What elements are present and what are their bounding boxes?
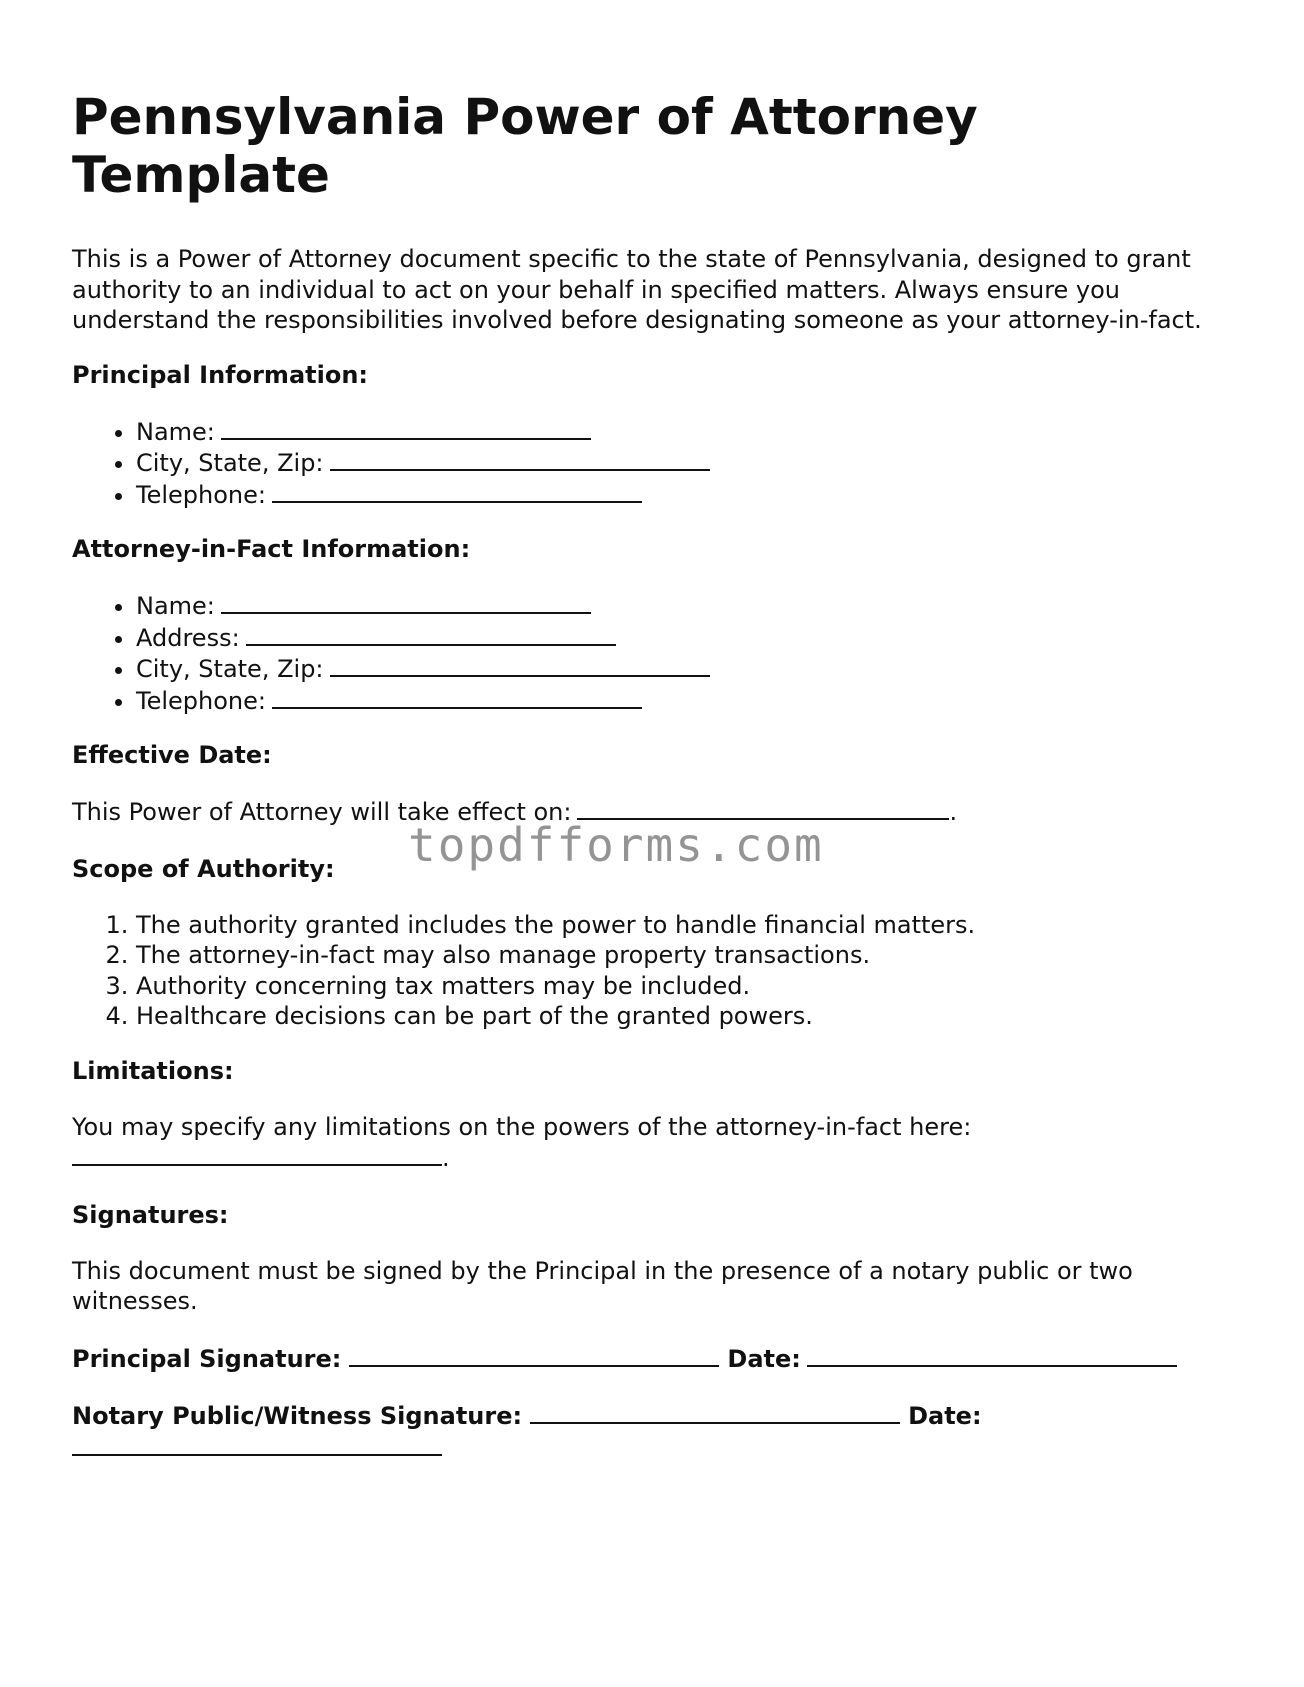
principal-telephone-blank[interactable]: [272, 479, 642, 503]
notary-signature-blank[interactable]: [530, 1400, 900, 1424]
watermark: topdfforms.com: [408, 818, 824, 872]
field-label: Name:: [136, 592, 215, 620]
field-label: City, State, Zip:: [136, 655, 324, 683]
attorney-name-item: [136, 590, 1232, 622]
principal-name-item: [136, 416, 1232, 448]
principal-signature-line: [72, 1343, 1232, 1375]
field-label: Telephone:: [136, 686, 266, 715]
attorney-telephone-item: [136, 685, 1232, 717]
notary-date-blank[interactable]: [72, 1432, 442, 1456]
effective-date-period: .: [949, 798, 958, 826]
attorney-city-item: [136, 653, 1232, 685]
principal-field-list: [72, 416, 1232, 511]
principal-heading: Principal Information:: [72, 360, 369, 389]
notary-date-label: Date:: [908, 1402, 982, 1430]
notary-signature-label: Notary Public/Witness Signature:: [72, 1402, 523, 1430]
attorney-heading: Attorney-in-Fact Information:: [72, 535, 471, 563]
attorney-telephone-blank[interactable]: [272, 685, 642, 709]
notary-signature-line: [72, 1400, 1232, 1463]
field-label: Name:: [136, 417, 215, 446]
principal-signature-label: Principal Signature:: [72, 1344, 342, 1373]
principal-name-blank[interactable]: [221, 416, 591, 440]
effective-date-line: [72, 796, 1232, 828]
limitations-blank[interactable]: [72, 1142, 442, 1166]
effective-date-text: This Power of Attorney will take effect on:: [72, 798, 572, 826]
effective-heading: Effective Date:: [72, 741, 272, 769]
scope-item: 3. Authority concerning tax matters may be included.: [136, 971, 1232, 1002]
attorney-address-blank[interactable]: [246, 622, 616, 646]
scope-item: 1. The authority granted includes the power to handle financial matters.: [136, 910, 1232, 941]
principal-telephone-item: [136, 479, 1232, 511]
attorney-field-list: [72, 590, 1232, 716]
document-page: [72, 88, 1232, 1489]
field-label: City, State, Zip:: [136, 449, 324, 477]
signatures-paragraph: This document must be signed by the Principal in the presence of a notary public or two witnesses.: [72, 1256, 1133, 1315]
intro-paragraph: This is a Power of Attorney document specific to the state of Pennsylvania, designed to grant authority to an individual to act on your behalf in specified matters. Always ensure you understand the responsibilities involved before designating someone as your attorney-in-fact.: [72, 245, 1202, 334]
limitations-paragraph: [72, 1112, 1232, 1174]
principal-date-label: Date:: [727, 1344, 801, 1373]
limitations-text: You may specify any limitations on the powers of the attorney-in-fact here:: [72, 1112, 972, 1141]
attorney-address-item: [136, 622, 1232, 654]
scope-list: [72, 910, 1232, 1032]
attorney-city-blank[interactable]: [330, 653, 710, 677]
page-title: Pennsylvania Power of Attorney Template: [72, 88, 978, 204]
effective-date-blank[interactable]: [577, 796, 949, 820]
principal-signature-blank[interactable]: [349, 1343, 719, 1367]
field-label: Telephone:: [136, 480, 266, 509]
scope-item: 2. The attorney-in-fact may also manage property transactions.: [136, 940, 1232, 971]
scope-heading: Scope of Authority:: [72, 854, 335, 883]
limitations-heading: Limitations:: [72, 1056, 234, 1085]
field-label: Address:: [136, 623, 240, 652]
scope-item: 4. Healthcare decisions can be part of the granted powers.: [136, 1001, 1232, 1032]
principal-city-blank[interactable]: [330, 447, 710, 471]
principal-date-blank[interactable]: [807, 1343, 1177, 1367]
principal-city-item: [136, 447, 1232, 479]
attorney-name-blank[interactable]: [221, 590, 591, 614]
signatures-heading: Signatures:: [72, 1200, 229, 1229]
limitations-period: .: [442, 1144, 450, 1172]
